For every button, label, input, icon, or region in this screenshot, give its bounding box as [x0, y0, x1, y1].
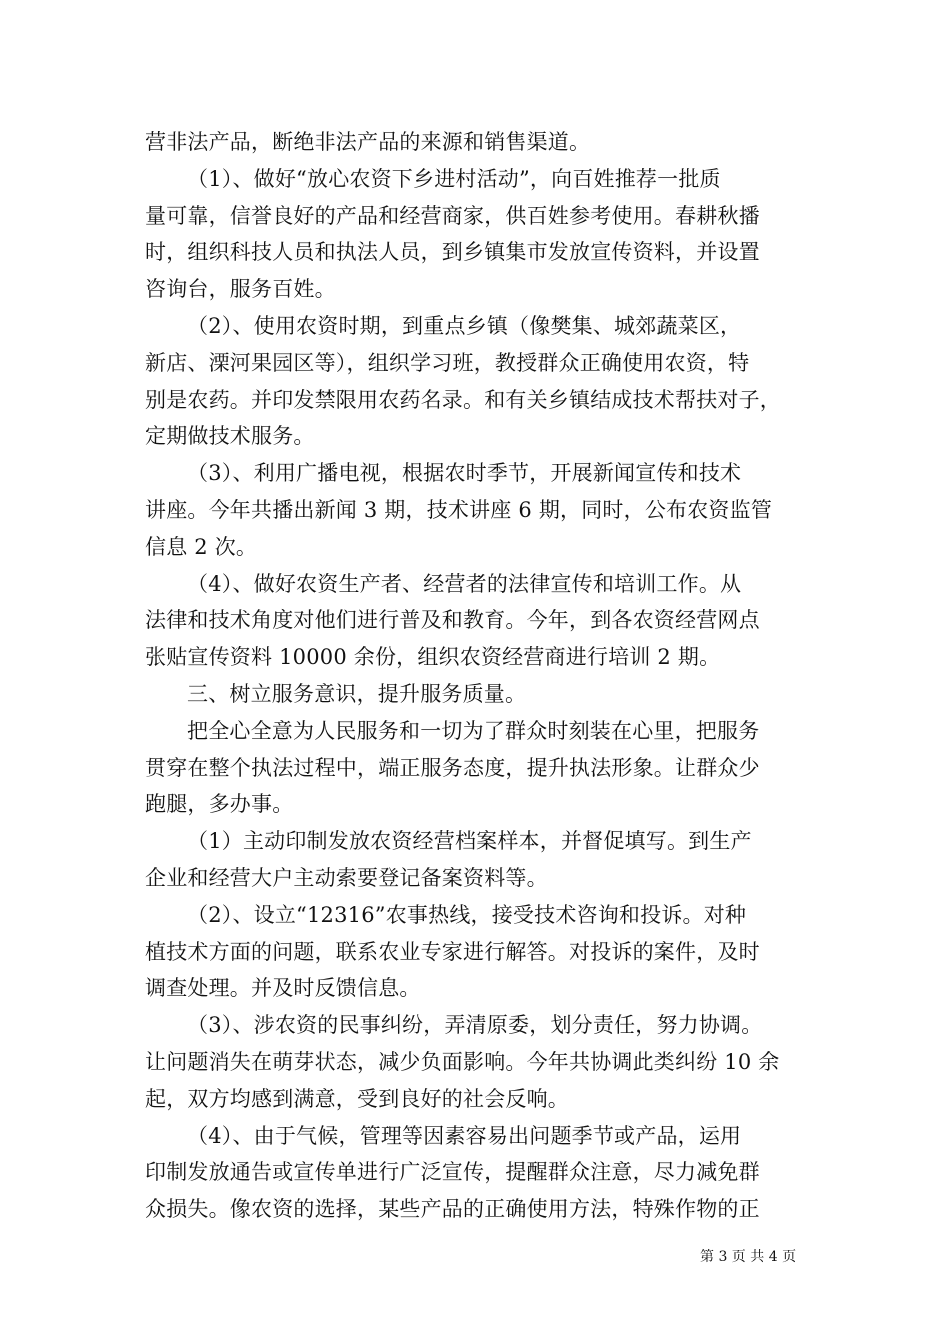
text-line: 起，双方均感到满意，受到良好的社会反响。	[145, 1086, 569, 1111]
text-line: 植技术方面的问题，联系农业专家进行解答。对投诉的案件，及时	[145, 939, 760, 964]
text-line: （1）主动印制发放农资经营档案样本，并督促填写。到生产	[187, 829, 752, 854]
text-line: （2）、使用农资时期，到重点乡镇（像樊集、城郊蔬菜区，	[187, 313, 742, 338]
text-line: 印制发放通告或宣传单进行广泛宣传，提醒群众注意，尽力减免群	[145, 1160, 760, 1185]
text-line: 众损失。像农资的选择，某些产品的正确使用方法，特殊作物的正	[145, 1197, 760, 1222]
text-line: 信息 2 次。	[145, 534, 258, 559]
text-line: 量可靠，信誉良好的产品和经营商家，供百姓参考使用。春耕秋播	[145, 203, 760, 228]
text-line: 新店、溧河果园区等），组织学习班，教授群众正确使用农资，特	[145, 350, 750, 375]
text-line: （3）、涉农资的民事纠纷，弄清原委，划分责任，努力协调。	[187, 1013, 763, 1038]
text-line: 贯穿在整个执法过程中，端正服务态度，提升执法形象。让群众少	[145, 755, 760, 780]
page-number: 第 3 页 共 4 页	[700, 1249, 797, 1265]
text-line: 法律和技术角度对他们进行普及和教育。今年，到各农资经营网点	[145, 608, 760, 633]
text-line: 营非法产品，断绝非法产品的来源和销售渠道。	[145, 130, 591, 154]
text-line: （2）、设立“12316”农事热线，接受技术咨询和投诉。对种	[187, 902, 747, 927]
text-line: 跑腿，多办事。	[145, 792, 294, 817]
text-line: 企业和经营大户主动索要登记备案资料等。	[145, 865, 548, 890]
text-line: 张贴宣传资料 10000 余份，组织农资经营商进行培训 2 期。	[145, 645, 721, 670]
text-line: （4）、由于气候，管理等因素容易出问题季节或产品，运用	[187, 1123, 742, 1148]
body-text	[145, 124, 815, 1228]
text-line: 让问题消失在萌芽状态，减少负面影响。今年共协调此类纠纷 10 余	[145, 1049, 780, 1074]
text-line: 别是农药。并印发禁限用农药名录。和有关乡镇结成技术帮扶对子，	[145, 387, 781, 412]
text-line: 调查处理。并及时反馈信息。	[145, 976, 421, 1001]
text-line: 讲座。今年共播出新闻 3 期，技术讲座 6 期，同时，公布农资监管	[145, 497, 773, 522]
text-line: 咨询台，服务百姓。	[145, 277, 336, 302]
text-line: 时，组织科技人员和执法人员，到乡镇集市发放宣传资料，并设置	[145, 240, 760, 265]
text-line: （4）、做好农资生产者、经营者的法律宣传和培训工作。从	[187, 571, 742, 596]
text-line: （3）、利用广播电视，根据农时季节，开展新闻宣传和技术	[187, 461, 742, 486]
text-line: 定期做技术服务。	[145, 424, 315, 449]
text-line: 三、树立服务意识，提升服务质量。	[187, 681, 527, 706]
text-line: 把全心全意为人民服务和一切为了群众时刻装在心里，把服务	[187, 718, 760, 743]
text-line: （1）、做好“放心农资下乡进村活动”，向百姓推荐一批质	[187, 166, 721, 191]
